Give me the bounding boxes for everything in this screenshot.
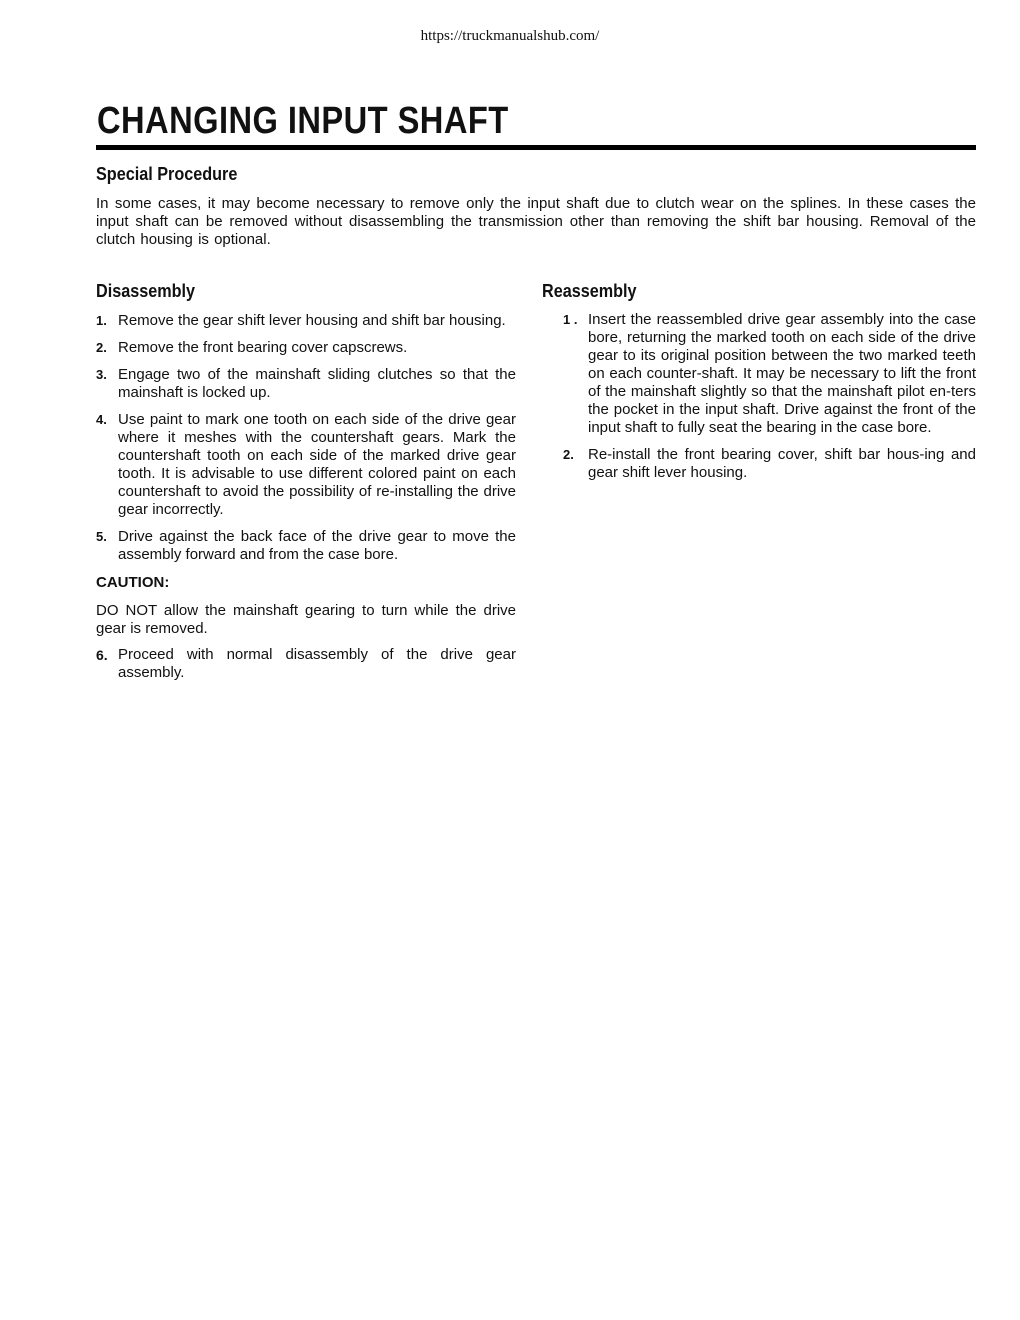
step-number: 6. (96, 647, 108, 663)
step-text: Re-install the front bearing cover, shift bar hous-ing and gear shift lever housing. (588, 446, 976, 481)
disassembly-column (96, 312, 516, 691)
step-text: Use paint to mark one tooth on each side of the drive gear where it meshes with the countershaft gears. Mark the countershaft tooth on each side of the marked drive gear tooth. It is advisable to use different colored paint on each countershaft to avoid the possibility of re-installing the drive gear incorrectly. (118, 411, 516, 518)
disassembly-step (96, 411, 516, 519)
step-number: 2. (563, 447, 574, 462)
step-text: Insert the reassembled drive gear assembly into the case bore, returning the marked tooth on each side of the drive gear to its original position between the two marked teeth on each counter-shaft. It may be necessary to lift the front of the mainshaft slightly so that the mainshaft pilot en-ters the pocket in the input shaft. Drive against the front of the input shaft to fully seat the bearing in the case bore. (588, 311, 976, 436)
step-number: 4. (96, 412, 107, 427)
disassembly-step (96, 366, 516, 402)
disassembly-step (96, 646, 516, 682)
disassembly-step (96, 528, 516, 564)
reassembly-heading: Reassembly (542, 281, 637, 301)
reassembly-column (563, 311, 976, 491)
caution-text: DO NOT allow the mainshaft gearing to turn while the drive gear is removed. (96, 602, 516, 637)
step-text: Proceed with normal disassembly of the drive gear assembly. (118, 646, 516, 681)
special-procedure-heading: Special Procedure (96, 164, 238, 184)
step-number: 5. (96, 529, 107, 544)
reassembly-step (563, 446, 976, 482)
step-number: 1. (96, 313, 107, 328)
disassembly-step (96, 312, 516, 330)
step-text: Drive against the back face of the drive gear to move the assembly forward and from the case bore. (118, 528, 516, 563)
source-url: https://truckmanualshub.com/ (420, 28, 600, 44)
caution-heading: CAUTION: (96, 574, 170, 591)
step-number: 3. (96, 367, 107, 382)
step-text: Remove the front bearing cover capscrews. (118, 339, 408, 356)
step-text: Engage two of the mainshaft sliding clutches so that the mainshaft is locked up. (118, 366, 516, 401)
disassembly-heading: Disassembly (96, 281, 196, 301)
special-procedure-text: In some cases, it may become necessary to remove only the input shaft due to clutch wear on the splines. In these cases the input shaft can be removed without disassembling the transmission other than removing the shift bar housing. Removal of the clutch housing is optional. (96, 195, 976, 248)
step-number: 1 . (563, 312, 578, 327)
title-rule (96, 145, 976, 150)
step-number: 2. (96, 340, 107, 355)
disassembly-step (96, 339, 516, 357)
step-text: Remove the gear shift lever housing and shift bar housing. (118, 312, 506, 329)
reassembly-step (563, 311, 976, 437)
page-title: CHANGING INPUT SHAFT (97, 100, 509, 142)
